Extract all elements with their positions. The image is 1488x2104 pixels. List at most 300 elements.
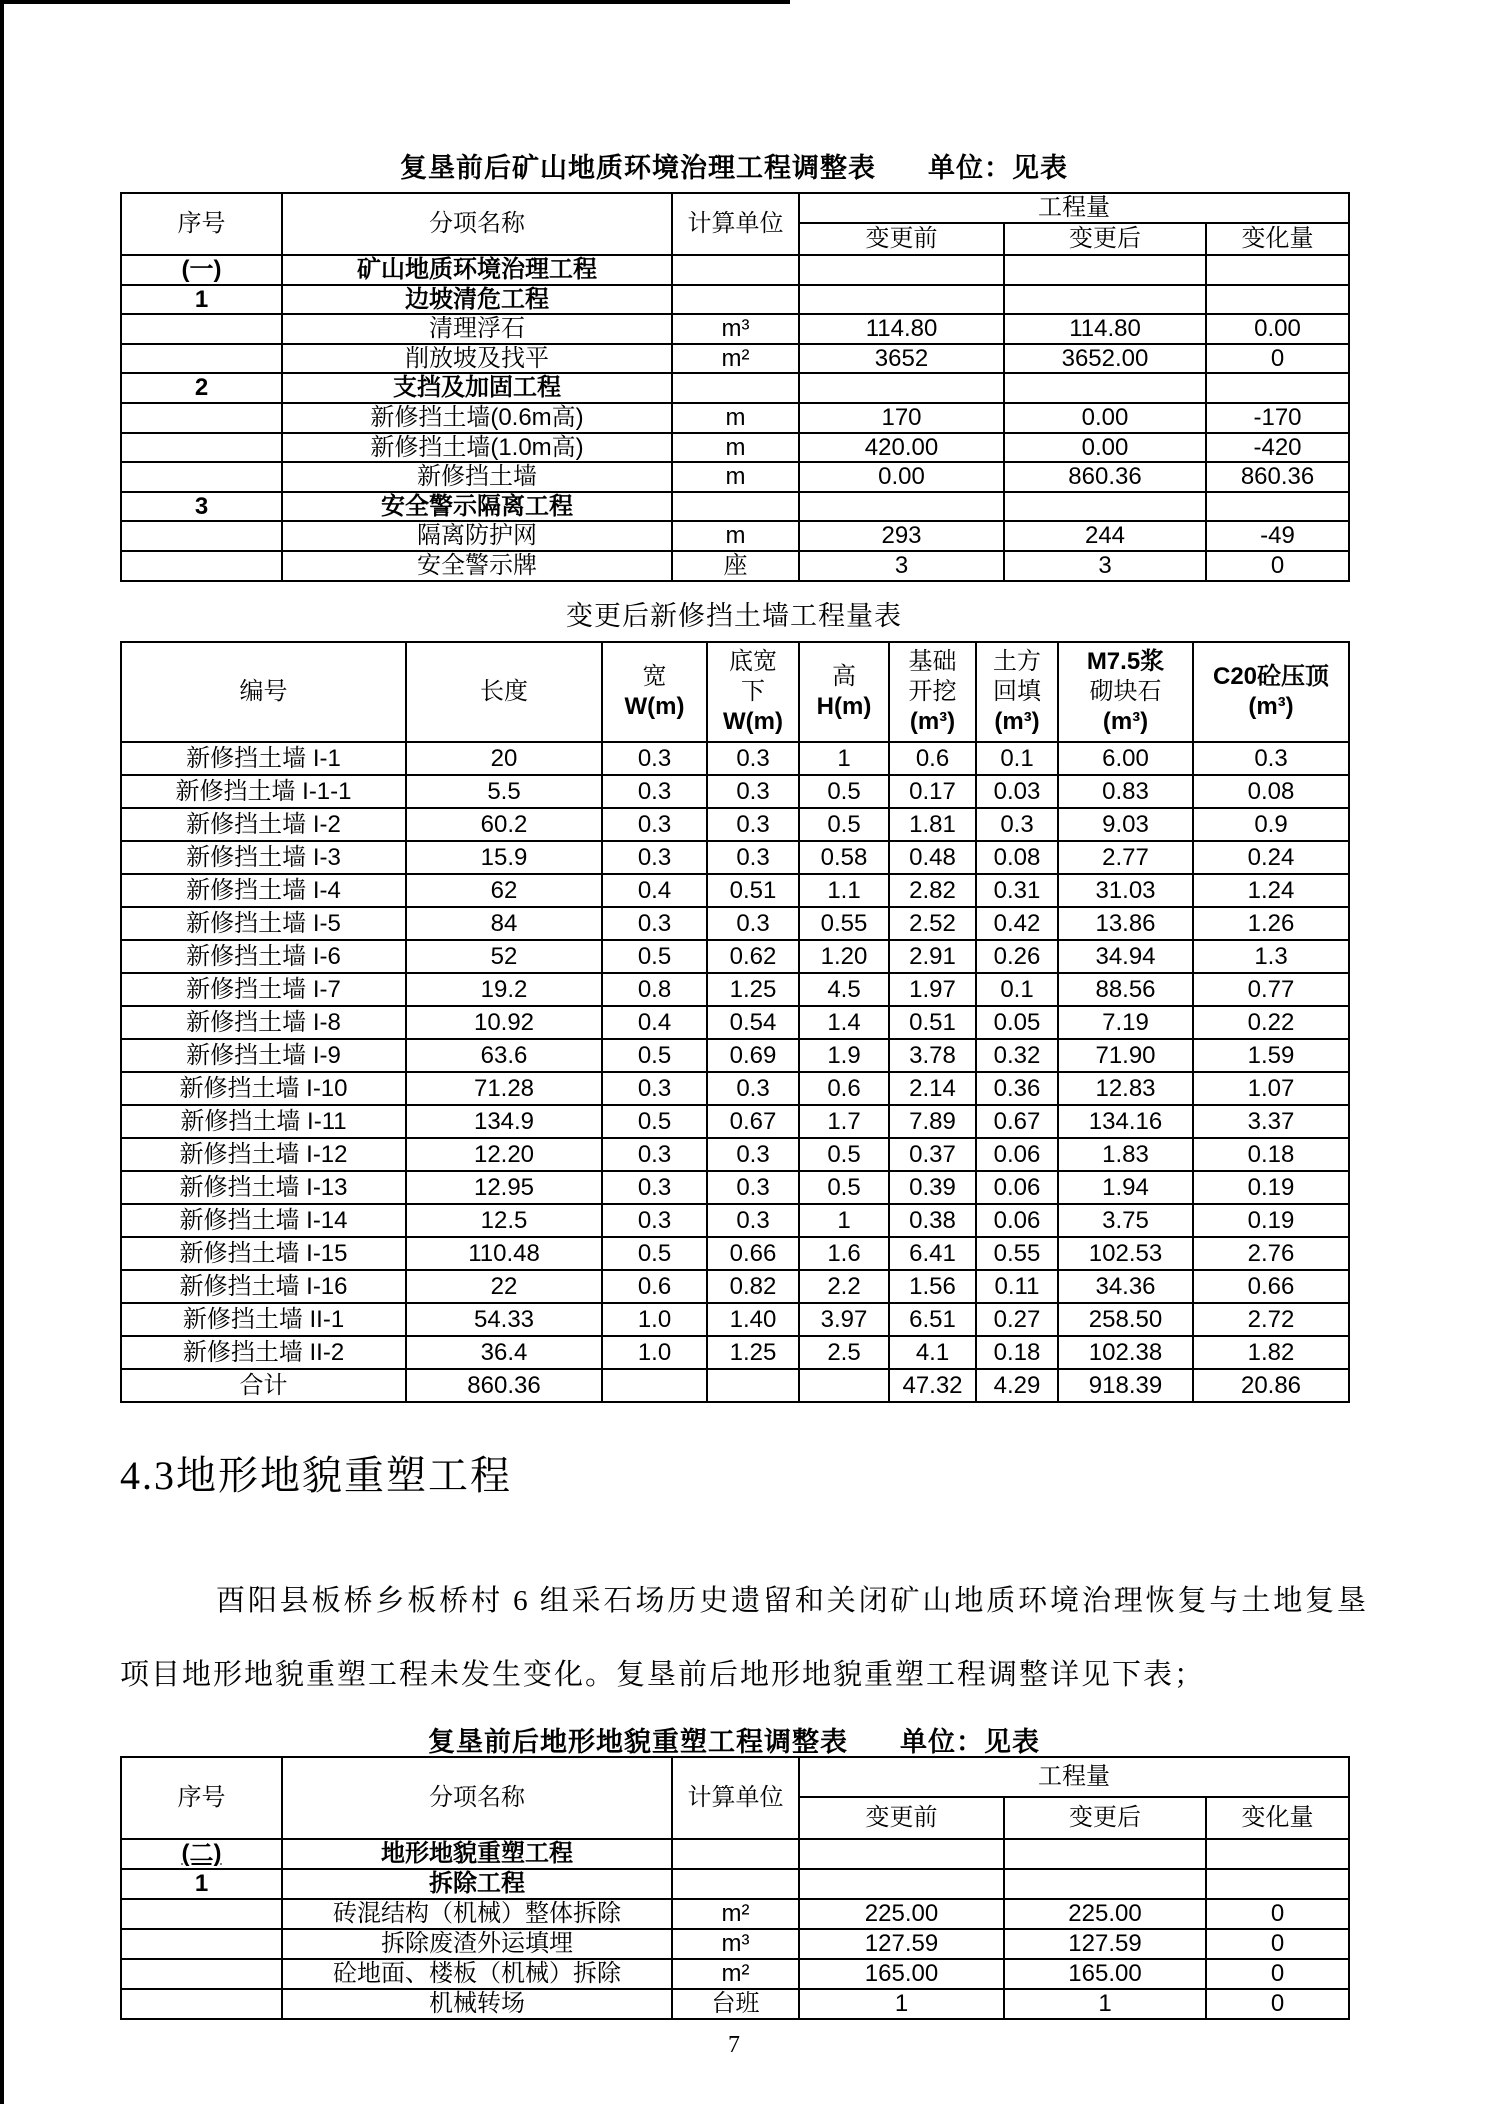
cell-calc-unit: m² bbox=[672, 1959, 799, 1989]
cell-foundation-excavation: 6.41 bbox=[889, 1237, 976, 1270]
paragraph-line1: 酉阳县板桥乡板桥村 6 组采石场历史遗留和关闭矿山地质环境治理恢复与土地复垦 bbox=[216, 1585, 1368, 1617]
cell-calc-unit: m bbox=[672, 433, 799, 463]
cell-c20-capping: 1.07 bbox=[1193, 1072, 1349, 1105]
cell-bottom-width: 0.54 bbox=[707, 1006, 799, 1039]
cell-m75-masonry: 102.38 bbox=[1058, 1336, 1193, 1369]
table-row bbox=[121, 344, 1349, 374]
cell-calc-unit bbox=[672, 255, 799, 285]
table-row bbox=[121, 742, 1349, 775]
cell-wall-id: 新修挡土墙 I-1-1 bbox=[121, 775, 406, 808]
cell-c20-capping: 0.66 bbox=[1193, 1270, 1349, 1303]
cell-bottom-width: 0.66 bbox=[707, 1237, 799, 1270]
cell-length: 71.28 bbox=[406, 1072, 602, 1105]
cell-foundation-excavation: 2.52 bbox=[889, 907, 976, 940]
cell-earth-backfill: 0.05 bbox=[976, 1006, 1058, 1039]
cell-height: 0.5 bbox=[799, 1138, 889, 1171]
cell-c20-capping: 0.22 bbox=[1193, 1006, 1349, 1039]
cell-change: 860.36 bbox=[1206, 462, 1349, 492]
cell-calc-unit bbox=[672, 1869, 799, 1899]
cell-before: 127.59 bbox=[799, 1929, 1004, 1959]
table1-header-row1 bbox=[121, 193, 1349, 223]
cell-foundation-excavation: 0.39 bbox=[889, 1171, 976, 1204]
cell-item-name: 新修挡土墙 bbox=[282, 462, 672, 492]
cell-change: 0 bbox=[1206, 1929, 1349, 1959]
cell-calc-unit: m² bbox=[672, 1899, 799, 1929]
cell-height: 1.4 bbox=[799, 1006, 889, 1039]
table-row bbox=[121, 492, 1349, 522]
cell-foundation-excavation: 0.51 bbox=[889, 1006, 976, 1039]
col-change-amount: 变化量 bbox=[1206, 1797, 1349, 1839]
cell-foundation-excavation: 0.17 bbox=[889, 775, 976, 808]
cell-after bbox=[1004, 285, 1206, 315]
cell-foundation-excavation: 0.48 bbox=[889, 841, 976, 874]
cell-height: 1.20 bbox=[799, 940, 889, 973]
table2-body bbox=[121, 742, 1349, 1402]
cell-length: 110.48 bbox=[406, 1237, 602, 1270]
cell-item-name: 拆除废渣外运填埋 bbox=[282, 1929, 672, 1959]
cell-seq bbox=[121, 1899, 282, 1929]
cell-calc-unit: m³ bbox=[672, 1929, 799, 1959]
cell-m75-masonry: 1.94 bbox=[1058, 1171, 1193, 1204]
cell-c20-capping: 1.3 bbox=[1193, 940, 1349, 973]
cell-item-name: 安全警示牌 bbox=[282, 551, 672, 581]
cell-width: 0.3 bbox=[602, 1072, 707, 1105]
table-row bbox=[121, 808, 1349, 841]
table1-title-unit: 单位：见表 bbox=[928, 153, 1068, 183]
cell-wall-id: 新修挡土墙 I-7 bbox=[121, 973, 406, 1006]
table-row bbox=[121, 1039, 1349, 1072]
table-row bbox=[121, 285, 1349, 315]
cell-c20-capping: 0.18 bbox=[1193, 1138, 1349, 1171]
cell-foundation-excavation: 2.14 bbox=[889, 1072, 976, 1105]
cell-change: -49 bbox=[1206, 521, 1349, 551]
cell-bottom-width: 0.51 bbox=[707, 874, 799, 907]
cell-item-name: 砼地面、楼板（机械）拆除 bbox=[282, 1959, 672, 1989]
cell-foundation-excavation: 0.38 bbox=[889, 1204, 976, 1237]
cell-earth-backfill: 0.32 bbox=[976, 1039, 1058, 1072]
cell-width: 0.3 bbox=[602, 907, 707, 940]
cell-before bbox=[799, 1869, 1004, 1899]
cell-wall-id: 新修挡土墙 I-4 bbox=[121, 874, 406, 907]
cell-bottom-width: 0.3 bbox=[707, 1138, 799, 1171]
cell-earth-backfill: 0.55 bbox=[976, 1237, 1058, 1270]
cell-length: 134.9 bbox=[406, 1105, 602, 1138]
col-after-change: 变更后 bbox=[1004, 223, 1206, 255]
cell-foundation-excavation: 7.89 bbox=[889, 1105, 976, 1138]
cell-width: 0.6 bbox=[602, 1270, 707, 1303]
cell-before bbox=[799, 492, 1004, 522]
cell-before: 170 bbox=[799, 403, 1004, 433]
table-row bbox=[121, 433, 1349, 463]
cell-calc-unit: m² bbox=[672, 344, 799, 374]
cell-m75-masonry: 258.50 bbox=[1058, 1303, 1193, 1336]
cell-foundation-excavation: 2.82 bbox=[889, 874, 976, 907]
cell-wall-id: 新修挡土墙 I-3 bbox=[121, 841, 406, 874]
cell-length: 12.20 bbox=[406, 1138, 602, 1171]
cell-c20-capping: 20.86 bbox=[1193, 1369, 1349, 1402]
cell-height: 0.5 bbox=[799, 1171, 889, 1204]
cell-height: 2.2 bbox=[799, 1270, 889, 1303]
table-row bbox=[121, 775, 1349, 808]
cell-m75-masonry: 134.16 bbox=[1058, 1105, 1193, 1138]
cell-wall-id: 新修挡土墙 I-16 bbox=[121, 1270, 406, 1303]
cell-width: 0.3 bbox=[602, 775, 707, 808]
cell-after bbox=[1004, 373, 1206, 403]
cell-earth-backfill: 0.26 bbox=[976, 940, 1058, 973]
cell-bottom-width: 0.67 bbox=[707, 1105, 799, 1138]
table-row bbox=[121, 1171, 1349, 1204]
scan-edge-top bbox=[0, 0, 790, 4]
cell-foundation-excavation: 0.6 bbox=[889, 742, 976, 775]
cell-item-name: 支挡及加固工程 bbox=[282, 373, 672, 403]
cell-length: 52 bbox=[406, 940, 602, 973]
table2-title: 变更后新修挡土墙工程量表 bbox=[566, 601, 902, 631]
cell-before bbox=[799, 285, 1004, 315]
table-row bbox=[121, 973, 1349, 1006]
cell-wall-id: 新修挡土墙 I-8 bbox=[121, 1006, 406, 1039]
cell-before: 3652 bbox=[799, 344, 1004, 374]
cell-earth-backfill: 0.42 bbox=[976, 907, 1058, 940]
col-quantity-group: 工程量 bbox=[799, 1757, 1349, 1797]
cell-item-name: 隔离防护网 bbox=[282, 521, 672, 551]
table2-col-header: M7.5浆 砌块石 (m³) bbox=[1058, 642, 1193, 742]
cell-height: 1 bbox=[799, 742, 889, 775]
cell-c20-capping: 1.24 bbox=[1193, 874, 1349, 907]
cell-width: 0.3 bbox=[602, 841, 707, 874]
cell-earth-backfill: 0.31 bbox=[976, 874, 1058, 907]
cell-height bbox=[799, 1369, 889, 1402]
table3-title-text: 复垦前后地形地貌重塑工程调整表 bbox=[428, 1727, 848, 1757]
col-seq: 序号 bbox=[121, 193, 282, 255]
cell-item-name: 新修挡土墙(1.0m高) bbox=[282, 433, 672, 463]
table-retaining-wall-quantities bbox=[120, 641, 1350, 1403]
cell-earth-backfill: 0.27 bbox=[976, 1303, 1058, 1336]
cell-c20-capping: 2.76 bbox=[1193, 1237, 1349, 1270]
cell-seq bbox=[121, 1959, 282, 1989]
cell-length: 19.2 bbox=[406, 973, 602, 1006]
cell-length: 12.5 bbox=[406, 1204, 602, 1237]
cell-change: 0 bbox=[1206, 1899, 1349, 1929]
table-row bbox=[121, 1899, 1349, 1929]
cell-item-name: 矿山地质环境治理工程 bbox=[282, 255, 672, 285]
cell-length: 20 bbox=[406, 742, 602, 775]
cell-height: 1 bbox=[799, 1204, 889, 1237]
cell-after: 0.00 bbox=[1004, 403, 1206, 433]
cell-seq: 2 bbox=[121, 373, 282, 403]
table1-title bbox=[120, 146, 1348, 185]
table-landform-reshaping-adjustment bbox=[120, 1756, 1350, 2020]
cell-foundation-excavation: 4.1 bbox=[889, 1336, 976, 1369]
cell-change: -170 bbox=[1206, 403, 1349, 433]
cell-wall-id: 新修挡土墙 I-1 bbox=[121, 742, 406, 775]
table-row bbox=[121, 1105, 1349, 1138]
table2-header bbox=[121, 642, 1349, 742]
table-row bbox=[121, 1237, 1349, 1270]
table1-title-text: 复垦前后矿山地质环境治理工程调整表 bbox=[400, 153, 876, 183]
table3-body bbox=[121, 1839, 1349, 2019]
table2-col-header: 长度 bbox=[406, 642, 602, 742]
cell-before bbox=[799, 255, 1004, 285]
cell-before: 225.00 bbox=[799, 1899, 1004, 1929]
cell-height: 0.5 bbox=[799, 775, 889, 808]
cell-bottom-width: 1.25 bbox=[707, 1336, 799, 1369]
cell-width: 0.5 bbox=[602, 1039, 707, 1072]
cell-height: 0.58 bbox=[799, 841, 889, 874]
cell-bottom-width: 0.3 bbox=[707, 1204, 799, 1237]
cell-seq bbox=[121, 462, 282, 492]
cell-wall-id: 新修挡土墙 I-14 bbox=[121, 1204, 406, 1237]
cell-length: 60.2 bbox=[406, 808, 602, 841]
cell-c20-capping: 0.77 bbox=[1193, 973, 1349, 1006]
cell-wall-id: 新修挡土墙 I-10 bbox=[121, 1072, 406, 1105]
cell-change: 0.00 bbox=[1206, 314, 1349, 344]
cell-earth-backfill: 0.08 bbox=[976, 841, 1058, 874]
table-row bbox=[121, 255, 1349, 285]
cell-m75-masonry: 2.77 bbox=[1058, 841, 1193, 874]
cell-earth-backfill: 0.1 bbox=[976, 973, 1058, 1006]
col-before-change: 变更前 bbox=[799, 223, 1004, 255]
cell-change: 0 bbox=[1206, 344, 1349, 374]
table-row bbox=[121, 521, 1349, 551]
cell-m75-masonry: 88.56 bbox=[1058, 973, 1193, 1006]
cell-calc-unit: 台班 bbox=[672, 1989, 799, 2019]
cell-seq: (二) bbox=[121, 1839, 282, 1869]
cell-earth-backfill: 0.06 bbox=[976, 1138, 1058, 1171]
cell-bottom-width: 0.69 bbox=[707, 1039, 799, 1072]
table-row bbox=[121, 373, 1349, 403]
cell-width: 0.5 bbox=[602, 940, 707, 973]
cell-foundation-excavation: 0.37 bbox=[889, 1138, 976, 1171]
cell-height: 1.7 bbox=[799, 1105, 889, 1138]
cell-after: 114.80 bbox=[1004, 314, 1206, 344]
cell-bottom-width: 1.40 bbox=[707, 1303, 799, 1336]
cell-length: 860.36 bbox=[406, 1369, 602, 1402]
cell-height: 1.6 bbox=[799, 1237, 889, 1270]
cell-width: 0.4 bbox=[602, 874, 707, 907]
cell-after: 244 bbox=[1004, 521, 1206, 551]
cell-wall-id: 新修挡土墙 I-11 bbox=[121, 1105, 406, 1138]
cell-before: 420.00 bbox=[799, 433, 1004, 463]
cell-bottom-width: 1.25 bbox=[707, 973, 799, 1006]
table-row bbox=[121, 1989, 1349, 2019]
cell-width: 1.0 bbox=[602, 1303, 707, 1336]
cell-foundation-excavation: 3.78 bbox=[889, 1039, 976, 1072]
cell-after: 860.36 bbox=[1004, 462, 1206, 492]
table-row bbox=[121, 403, 1349, 433]
table3-title bbox=[120, 1720, 1348, 1759]
table-row bbox=[121, 1204, 1349, 1237]
cell-earth-backfill: 0.11 bbox=[976, 1270, 1058, 1303]
scan-edge-left bbox=[0, 0, 4, 2104]
cell-before bbox=[799, 373, 1004, 403]
table-row bbox=[121, 1959, 1349, 1989]
cell-height: 0.5 bbox=[799, 808, 889, 841]
cell-c20-capping: 1.82 bbox=[1193, 1336, 1349, 1369]
cell-seq bbox=[121, 344, 282, 374]
table2-col-header: C20砼压顶 (m³) bbox=[1193, 642, 1349, 742]
table2-col-header: 编号 bbox=[121, 642, 406, 742]
cell-c20-capping: 3.37 bbox=[1193, 1105, 1349, 1138]
cell-after: 127.59 bbox=[1004, 1929, 1206, 1959]
cell-earth-backfill: 0.18 bbox=[976, 1336, 1058, 1369]
cell-bottom-width: 0.62 bbox=[707, 940, 799, 973]
cell-item-name: 削放坡及找平 bbox=[282, 344, 672, 374]
cell-earth-backfill: 0.03 bbox=[976, 775, 1058, 808]
page-number: 7 bbox=[728, 2032, 740, 2058]
cell-foundation-excavation: 1.97 bbox=[889, 973, 976, 1006]
cell-after: 3 bbox=[1004, 551, 1206, 581]
table3-title-unit: 单位：见表 bbox=[900, 1727, 1040, 1757]
cell-change bbox=[1206, 255, 1349, 285]
cell-wall-id: 新修挡土墙 II-2 bbox=[121, 1336, 406, 1369]
col-change-amount: 变化量 bbox=[1206, 223, 1349, 255]
cell-m75-masonry: 31.03 bbox=[1058, 874, 1193, 907]
cell-seq: 1 bbox=[121, 285, 282, 315]
cell-m75-masonry: 34.36 bbox=[1058, 1270, 1193, 1303]
cell-calc-unit: m³ bbox=[672, 314, 799, 344]
table-row bbox=[121, 1369, 1349, 1402]
cell-m75-masonry: 1.83 bbox=[1058, 1138, 1193, 1171]
col-seq: 序号 bbox=[121, 1757, 282, 1839]
cell-calc-unit bbox=[672, 285, 799, 315]
cell-length: 62 bbox=[406, 874, 602, 907]
cell-c20-capping: 1.26 bbox=[1193, 907, 1349, 940]
cell-wall-id: 新修挡土墙 I-6 bbox=[121, 940, 406, 973]
cell-foundation-excavation: 1.81 bbox=[889, 808, 976, 841]
cell-after bbox=[1004, 255, 1206, 285]
table2-col-header: 高 H(m) bbox=[799, 642, 889, 742]
cell-length: 84 bbox=[406, 907, 602, 940]
cell-item-name: 砖混结构（机械）整体拆除 bbox=[282, 1899, 672, 1929]
table-row bbox=[121, 1006, 1349, 1039]
cell-before: 293 bbox=[799, 521, 1004, 551]
cell-height: 0.6 bbox=[799, 1072, 889, 1105]
col-item-name: 分项名称 bbox=[282, 1757, 672, 1839]
cell-calc-unit: m bbox=[672, 521, 799, 551]
cell-seq: (一) bbox=[121, 255, 282, 285]
cell-after bbox=[1004, 1839, 1206, 1869]
cell-foundation-excavation: 2.91 bbox=[889, 940, 976, 973]
cell-height: 1.9 bbox=[799, 1039, 889, 1072]
cell-foundation-excavation: 1.56 bbox=[889, 1270, 976, 1303]
cell-bottom-width: 0.3 bbox=[707, 742, 799, 775]
table2-col-header: 宽 W(m) bbox=[602, 642, 707, 742]
cell-width bbox=[602, 1369, 707, 1402]
table-row bbox=[121, 1270, 1349, 1303]
cell-seq: 1 bbox=[121, 1869, 282, 1899]
table-row bbox=[121, 314, 1349, 344]
cell-bottom-width: 0.3 bbox=[707, 1072, 799, 1105]
table-row bbox=[121, 1839, 1349, 1869]
cell-length: 10.92 bbox=[406, 1006, 602, 1039]
cell-m75-masonry: 0.83 bbox=[1058, 775, 1193, 808]
cell-m75-masonry: 918.39 bbox=[1058, 1369, 1193, 1402]
cell-width: 0.4 bbox=[602, 1006, 707, 1039]
col-calc-unit: 计算单位 bbox=[672, 1757, 799, 1839]
col-before-change: 变更前 bbox=[799, 1797, 1004, 1839]
cell-after bbox=[1004, 1869, 1206, 1899]
col-item-name: 分项名称 bbox=[282, 193, 672, 255]
table-row bbox=[121, 462, 1349, 492]
cell-wall-id: 新修挡土墙 I-15 bbox=[121, 1237, 406, 1270]
cell-length: 54.33 bbox=[406, 1303, 602, 1336]
cell-c20-capping: 0.3 bbox=[1193, 742, 1349, 775]
table2-col-header: 土方 回填 (m³) bbox=[976, 642, 1058, 742]
cell-change bbox=[1206, 285, 1349, 315]
table2-col-header: 基础 开挖 (m³) bbox=[889, 642, 976, 742]
cell-bottom-width: 0.3 bbox=[707, 808, 799, 841]
cell-bottom-width bbox=[707, 1369, 799, 1402]
cell-height: 3.97 bbox=[799, 1303, 889, 1336]
cell-m75-masonry: 6.00 bbox=[1058, 742, 1193, 775]
table-row bbox=[121, 1303, 1349, 1336]
cell-after bbox=[1004, 492, 1206, 522]
cell-change: 0 bbox=[1206, 551, 1349, 581]
cell-earth-backfill: 0.06 bbox=[976, 1171, 1058, 1204]
cell-before: 165.00 bbox=[799, 1959, 1004, 1989]
cell-seq bbox=[121, 433, 282, 463]
cell-c20-capping: 0.24 bbox=[1193, 841, 1349, 874]
cell-earth-backfill: 0.3 bbox=[976, 808, 1058, 841]
cell-earth-backfill: 0.06 bbox=[976, 1204, 1058, 1237]
cell-height: 2.5 bbox=[799, 1336, 889, 1369]
cell-width: 0.3 bbox=[602, 1138, 707, 1171]
cell-item-name: 新修挡土墙(0.6m高) bbox=[282, 403, 672, 433]
cell-width: 0.8 bbox=[602, 973, 707, 1006]
cell-wall-id: 合计 bbox=[121, 1369, 406, 1402]
cell-after: 0.00 bbox=[1004, 433, 1206, 463]
table3-header-row1 bbox=[121, 1757, 1349, 1797]
cell-after: 1 bbox=[1004, 1989, 1206, 2019]
cell-change bbox=[1206, 1839, 1349, 1869]
cell-width: 0.5 bbox=[602, 1237, 707, 1270]
cell-wall-id: 新修挡土墙 I-2 bbox=[121, 808, 406, 841]
table-row bbox=[121, 940, 1349, 973]
cell-m75-masonry: 7.19 bbox=[1058, 1006, 1193, 1039]
table-row bbox=[121, 1138, 1349, 1171]
cell-calc-unit bbox=[672, 492, 799, 522]
table2-header-row bbox=[121, 642, 1349, 742]
cell-after: 225.00 bbox=[1004, 1899, 1206, 1929]
table-mine-treatment-adjustment bbox=[120, 192, 1350, 582]
cell-change bbox=[1206, 492, 1349, 522]
cell-earth-backfill: 0.36 bbox=[976, 1072, 1058, 1105]
cell-item-name: 清理浮石 bbox=[282, 314, 672, 344]
cell-before bbox=[799, 1839, 1004, 1869]
cell-length: 15.9 bbox=[406, 841, 602, 874]
table2-col-header: 底宽 下 W(m) bbox=[707, 642, 799, 742]
section-heading-4-3: 4.3地形地貌重塑工程 bbox=[120, 1453, 512, 1498]
cell-m75-masonry: 102.53 bbox=[1058, 1237, 1193, 1270]
cell-after: 165.00 bbox=[1004, 1959, 1206, 1989]
cell-earth-backfill: 0.1 bbox=[976, 742, 1058, 775]
cell-m75-masonry: 12.83 bbox=[1058, 1072, 1193, 1105]
table-row bbox=[121, 874, 1349, 907]
cell-seq: 3 bbox=[121, 492, 282, 522]
table-row bbox=[121, 1336, 1349, 1369]
cell-seq bbox=[121, 1989, 282, 2019]
cell-seq bbox=[121, 551, 282, 581]
cell-item-name: 机械转场 bbox=[282, 1989, 672, 2019]
col-after-change: 变更后 bbox=[1004, 1797, 1206, 1839]
cell-calc-unit: m bbox=[672, 403, 799, 433]
cell-before: 1 bbox=[799, 1989, 1004, 2019]
cell-width: 0.3 bbox=[602, 742, 707, 775]
cell-c20-capping: 1.59 bbox=[1193, 1039, 1349, 1072]
cell-seq bbox=[121, 403, 282, 433]
cell-seq bbox=[121, 314, 282, 344]
cell-m75-masonry: 9.03 bbox=[1058, 808, 1193, 841]
